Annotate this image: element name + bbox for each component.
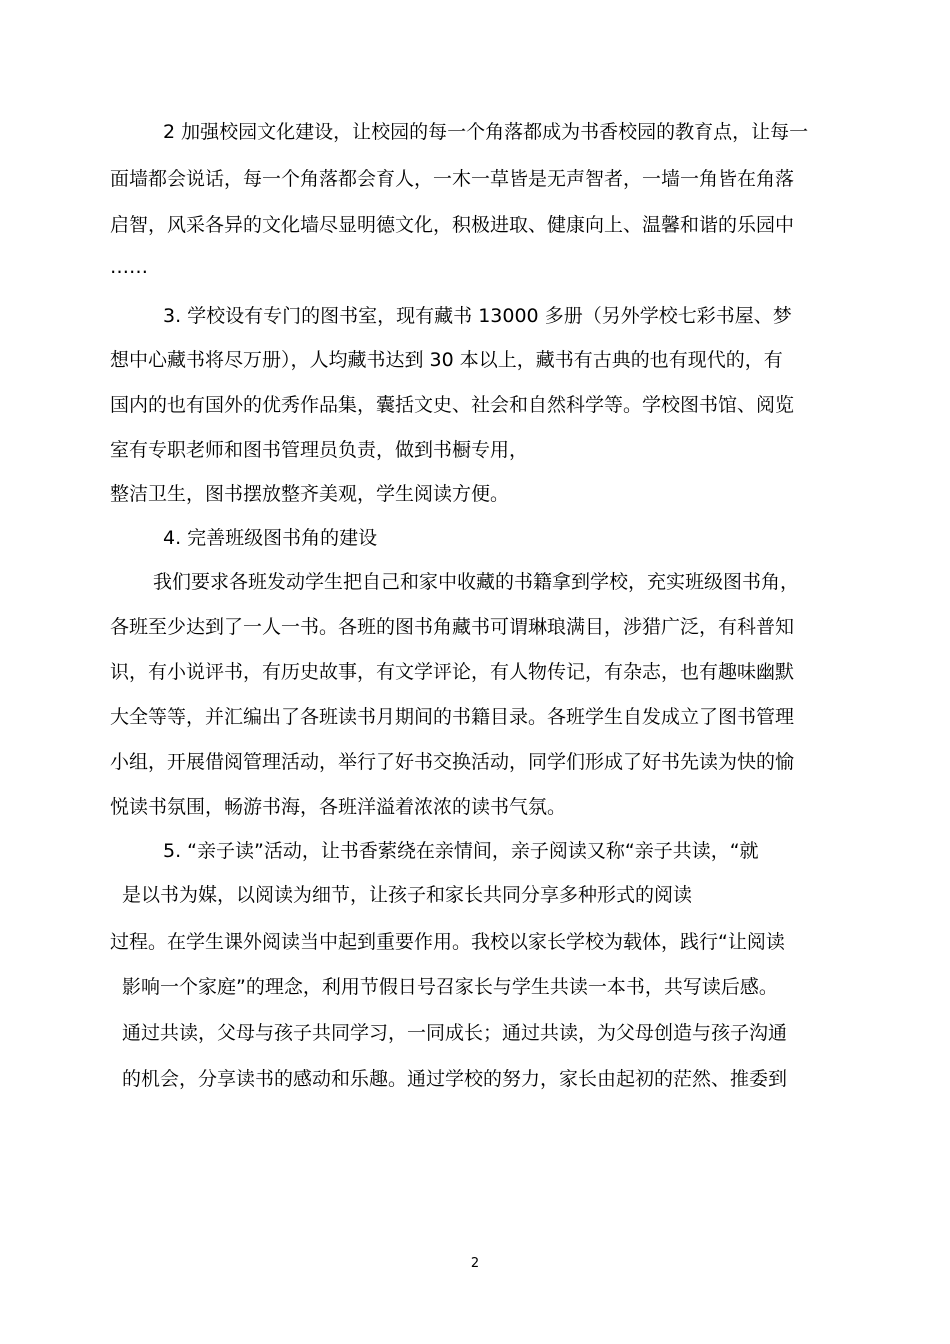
page-number: 2 <box>470 1256 480 1271</box>
text-line: 悦读书氛围，畅游书海，各班洋溢着浓浓的读书气氛。 <box>110 796 567 818</box>
text-line: 是以书为媒，以阅读为细节，让孩子和家长共同分享多种形式的阅读 <box>122 884 693 906</box>
text-line: 小组，开展借阅管理活动，举行了好书交换活动，同学们形成了好书先读为快的愉 <box>110 751 795 773</box>
text-line: 5. “亲子读”活动，让书香萦绕在亲情间，亲子阅读又称“亲子共读，“就 <box>163 840 759 862</box>
text-line: 过程。在学生课外阅读当中起到重要作用。我校以家长学校为载体，践行“让阅读 <box>110 931 785 953</box>
text-line: 通过共读，父母与孩子共同学习，一同成长；通过共读，为父母创造与孩子沟通 <box>122 1022 788 1044</box>
text-line: 大全等等，并汇编出了各班读书月期间的书籍目录。各班学生自发成立了图书管理 <box>110 706 795 728</box>
text-line: 各班至少达到了一人一书。各班的图书角藏书可谓琳琅满目，涉猎广泛，有科普知 <box>110 616 795 638</box>
text-line: 我们要求各班发动学生把自己和家中收藏的书籍拿到学校，充实班级图书角， <box>153 571 800 593</box>
text-line: 国内的也有国外的优秀作品集，囊括文史、社会和自然科学等。学校图书馆、阅览 <box>110 394 795 416</box>
section-heading: 4. 完善班级图书角的建设 <box>163 527 378 549</box>
text-line: 的机会，分享读书的感动和乐趣。通过学校的努力，家长由起初的茫然、推委到 <box>122 1068 788 1090</box>
text-line: 整洁卫生，图书摆放整齐美观，学生阅读方便。 <box>110 483 510 505</box>
text-line: 识，有小说评书，有历史故事，有文学评论，有人物传记，有杂志，也有趣味幽默 <box>110 661 795 683</box>
text-line: …… <box>110 256 148 278</box>
text-line: 想中心藏书将尽万册），人均藏书达到 30 本以上，藏书有古典的也有现代的，有 <box>110 349 783 371</box>
text-line: 启智，风采各异的文化墙尽显明德文化，积极进取、健康向上、温馨和谐的乐园中 <box>110 214 795 236</box>
text-line: 影响一个家庭”的理念，利用节假日号召家长与学生共读一本书，共写读后感。 <box>122 976 778 998</box>
text-line: 室有专职老师和图书管理员负责，做到书橱专用， <box>110 439 529 461</box>
text-line: 3. 学校设有专门的图书室，现有藏书 13000 多册（另外学校七彩书屋、梦 <box>163 305 792 327</box>
text-line: 面墙都会说话，每一个角落都会育人，一木一草皆是无声智者，一墙一角皆在角落 <box>110 168 795 190</box>
text-line: 2 加强校园文化建设，让校园的每一个角落都成为书香校园的教育点，让每一 <box>163 121 809 143</box>
